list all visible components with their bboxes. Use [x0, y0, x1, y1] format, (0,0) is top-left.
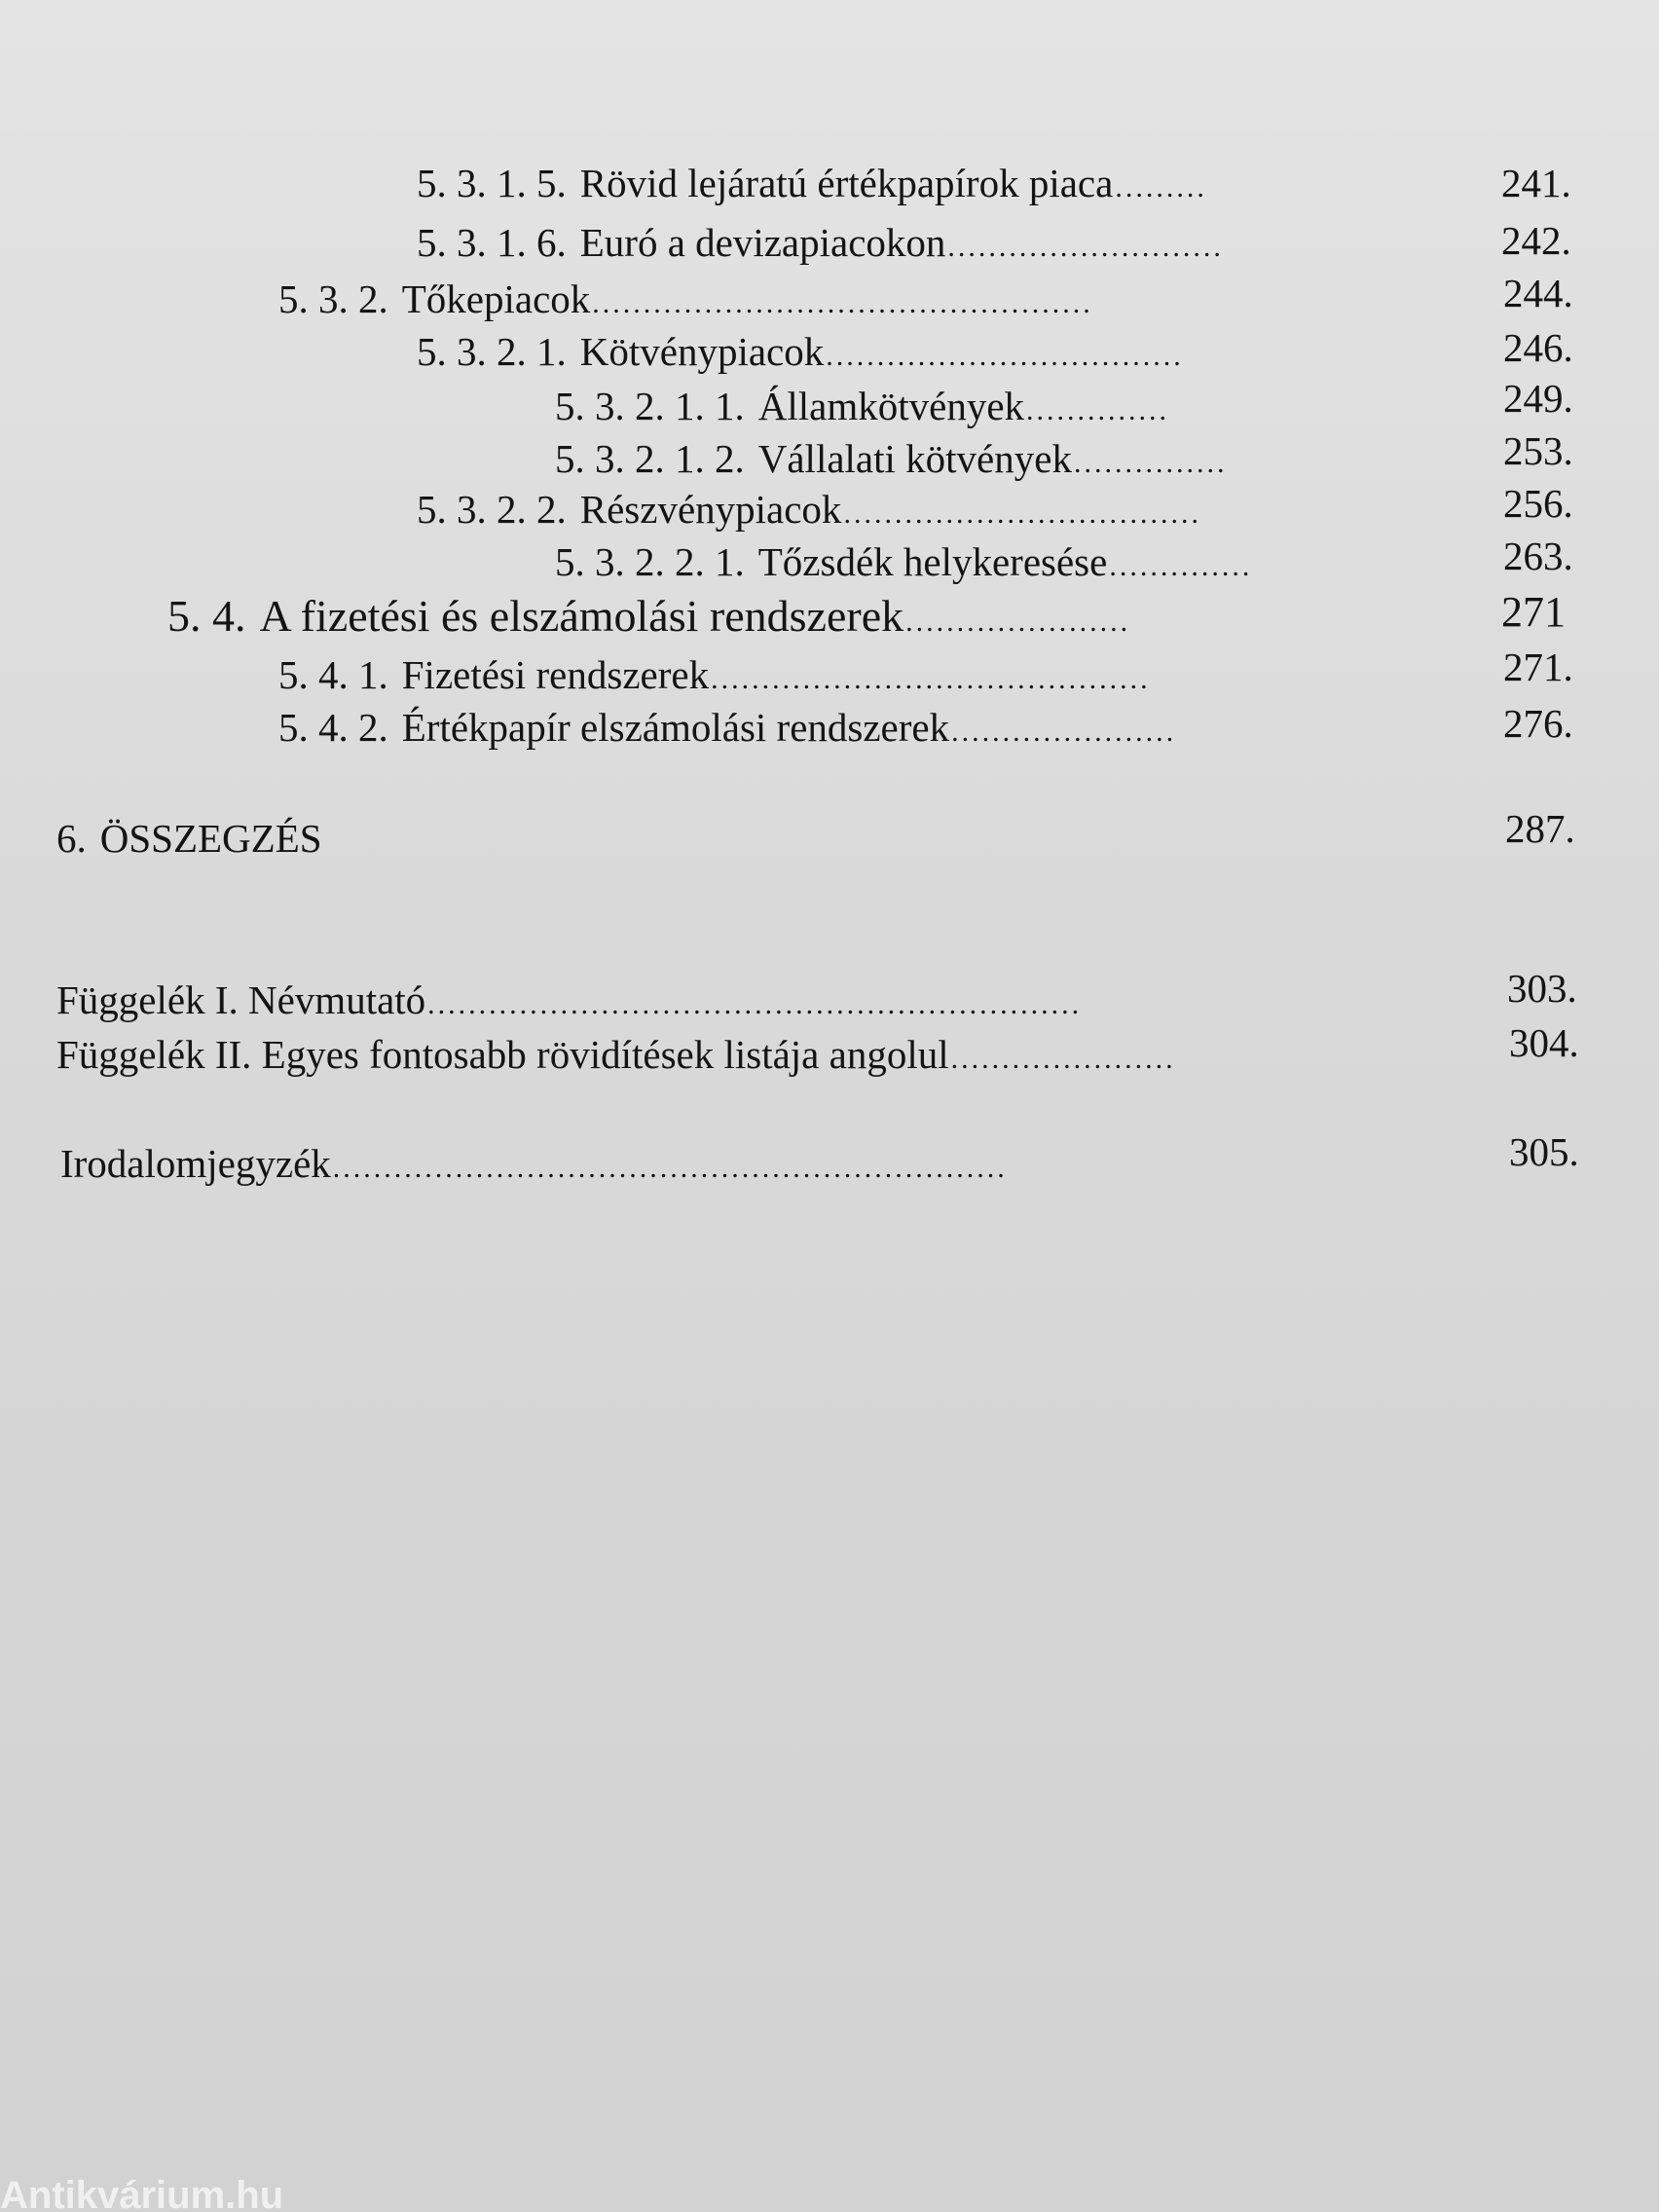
entry-number: 5. 3. 2. 2. 1.	[555, 539, 745, 584]
toc-entry-5-3-1-6	[417, 218, 1456, 272]
toc-entry-fuggelek-1	[56, 976, 1460, 1029]
toc-entry-5-3-2	[278, 275, 1418, 328]
toc-entry-5-3-2-2	[417, 485, 1418, 538]
toc-entry-5-3-1-5	[417, 159, 1410, 212]
entry-title: Irodalomjegyzék	[60, 1141, 331, 1186]
dot-leader: ......................	[905, 606, 1131, 638]
dot-leader: ..............	[1109, 550, 1253, 582]
entry-title: ÖSSZEGZÉS	[99, 816, 322, 861]
entry-title: Részvénypiacok	[579, 487, 842, 532]
entry-title: Függelék I. Névmutató	[56, 977, 426, 1022]
entry-number: 5. 3. 2.	[278, 276, 388, 321]
page-number: 276.	[1503, 701, 1573, 746]
entry-title: A fizetési és elszámolási rendszerek	[259, 591, 904, 641]
entry-number: 6.	[56, 816, 87, 861]
dot-leader: ................................................................	[427, 988, 1083, 1020]
page-number: 303.	[1507, 966, 1577, 1011]
page-number: 271.	[1503, 645, 1573, 689]
dot-leader: .................................................	[592, 287, 1093, 319]
dot-leader: ..................................................................	[332, 1152, 1008, 1184]
dot-leader: ...............	[1073, 447, 1228, 479]
page-number: 304.	[1509, 1020, 1579, 1065]
dot-leader: ...........................	[947, 231, 1224, 263]
dot-leader: ...................................	[826, 340, 1184, 372]
entry-number: 5. 3. 1. 6.	[417, 220, 567, 265]
entry-title: Fizetési rendszerek	[401, 652, 710, 697]
page-number: 287.	[1505, 806, 1575, 851]
page-number: 256.	[1503, 481, 1573, 526]
dot-leader: ...................................	[843, 498, 1201, 530]
page-number: 241.	[1501, 161, 1571, 205]
entry-number: 5. 3. 2. 1.	[417, 329, 567, 374]
entry-title: Vállalati kötvények	[757, 436, 1072, 481]
entry-title: Tőkepiacok	[401, 276, 591, 321]
page-number: 249.	[1503, 376, 1573, 421]
dot-leader: ......................	[951, 716, 1177, 748]
page-number: 263.	[1503, 534, 1573, 578]
entry-title: Függelék II. Egyes fontosabb rövidítések listája angolul	[56, 1032, 949, 1077]
page-number: 242.	[1501, 218, 1571, 263]
entry-number: 5. 3. 2. 1. 1.	[555, 384, 745, 428]
entry-title: Államkötvények	[757, 384, 1025, 428]
dot-leader: .........	[1115, 171, 1207, 203]
entry-number: 5. 4. 2.	[278, 705, 388, 750]
entry-number: 5. 3. 2. 1. 2.	[555, 436, 745, 481]
toc-entry-5-4-1	[278, 650, 1416, 704]
entry-number: 5. 4.	[167, 591, 246, 641]
page-number: 246.	[1503, 325, 1573, 370]
dot-leader: ...........................................	[711, 663, 1151, 695]
page-number: 244.	[1503, 271, 1573, 315]
dot-leader: ......................	[950, 1043, 1176, 1075]
page-number: 253.	[1503, 428, 1573, 473]
toc-entry-irodalomjegyzek	[60, 1139, 1439, 1193]
toc-entry-5-3-2-1-1	[555, 382, 1320, 435]
toc-entry-5-3-2-1	[417, 327, 1414, 381]
entry-number: 5. 3. 1. 5.	[417, 161, 567, 205]
page-number: 271	[1501, 588, 1566, 636]
dot-leader: ..............	[1026, 394, 1170, 426]
entry-number: 5. 3. 2. 2.	[417, 487, 567, 532]
watermark: Antikvárium.hu	[0, 2174, 284, 2212]
toc-entry-5-4	[167, 592, 1342, 646]
toc-entry-5-3-2-2-1	[555, 537, 1418, 591]
toc-entry-5-4-2	[278, 703, 1418, 756]
page-number: 305.	[1509, 1129, 1579, 1174]
entry-title: Euró a devizapiacokon	[579, 220, 946, 265]
entry-title: Rövid lejáratú értékpapírok piaca	[579, 161, 1114, 205]
toc-entry-6-osszegzes	[56, 814, 322, 863]
entry-title: Kötvénypiacok	[579, 329, 825, 374]
entry-title: Tőzsdék helykeresése	[757, 539, 1108, 584]
entry-title: Értékpapír elszámolási rendszerek	[401, 705, 950, 750]
toc-entry-fuggelek-2	[56, 1030, 1464, 1084]
toc-entry-5-3-2-1-2	[555, 434, 1418, 488]
entry-number: 5. 4. 1.	[278, 652, 388, 697]
